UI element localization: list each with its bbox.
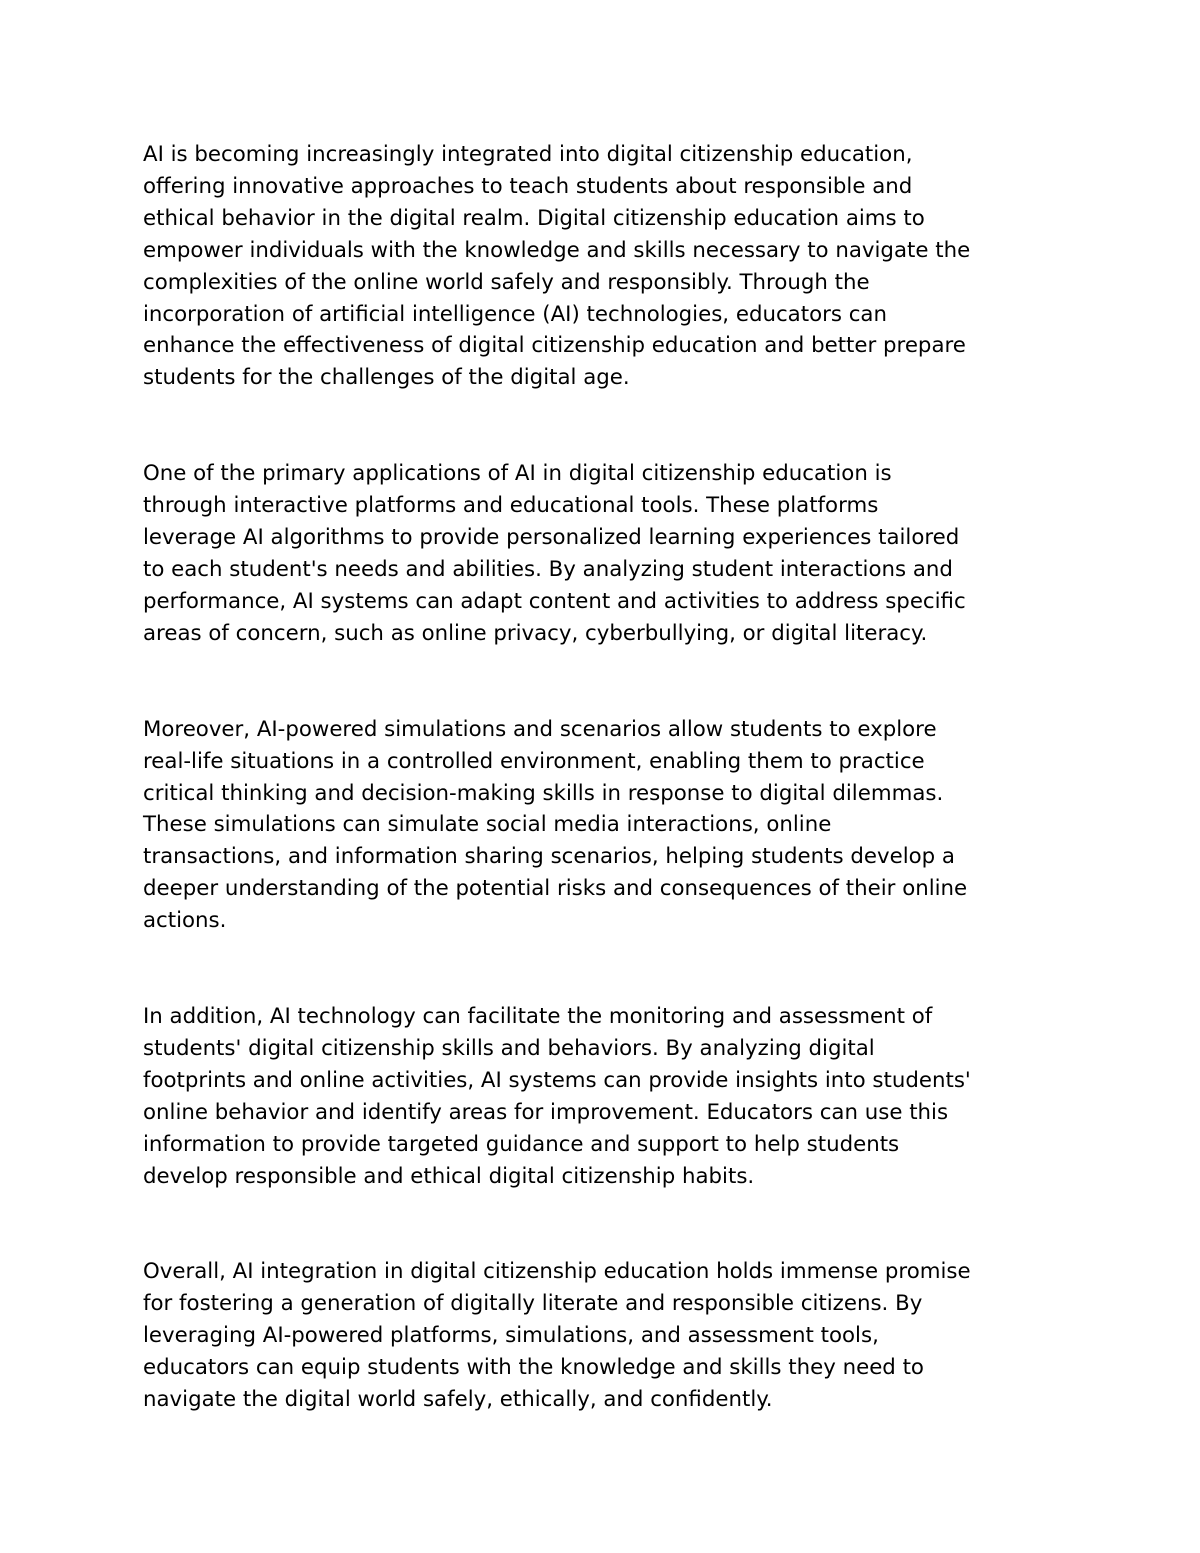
paragraph-interactive-platforms: One of the primary applications of AI in digital citizenship education is through interactive platforms and educational tools. These platforms leverage AI algorithms to provide personalized learning experiences tailored to each student's needs and abilities. By analyzing student interactions and performance, AI systems can adapt content and activities to address specific areas of concern, such as online privacy, cyberbullying, or digital literacy. xyxy=(143,461,966,646)
paragraph-conclusion: Overall, AI integration in digital citizenship education holds immense promise for fostering a generation of digitally literate and responsible citizens. By leveraging AI-powered platforms, simulations, and assessment tools, educators can equip students with the knowledge and skills they need to navigate the digital world safely, ethically, and confidently. xyxy=(143,1259,971,1413)
paragraph-intro: AI is becoming increasingly integrated into digital citizenship education, offering innovative approaches to teach students about responsible and ethical behavior in the digital realm. Digital citizenship education aims to empower individuals with the knowledge and skills necessary to navigate the complexities of the online world safely and responsibly. Through the incorporation of artificial intelligence (AI) technologies, educators can enhance the effectiveness of digital citizenship education and better prepare students for the challenges of the digital age. xyxy=(143,142,971,391)
document-body xyxy=(143,139,1073,1416)
paragraph-simulations: Moreover, AI-powered simulations and scenarios allow students to explore real-life situations in a controlled environment, enabling them to practice critical thinking and decision-making skills in response to digital dilemmas. These simulations can simulate social media interactions, online transactions, and information sharing scenarios, helping students develop a deeper understanding of the potential risks and consequences of their online actions. xyxy=(143,716,968,934)
paragraph-assessment: In addition, AI technology can facilitate the monitoring and assessment of students' digital citizenship skills and behaviors. By analyzing digital footprints and online activities, AI systems can provide insights into students' online behavior and identify areas for improvement. Educators can use this information to provide targeted guidance and support to help students develop responsible and ethical digital citizenship habits. xyxy=(143,1004,971,1189)
